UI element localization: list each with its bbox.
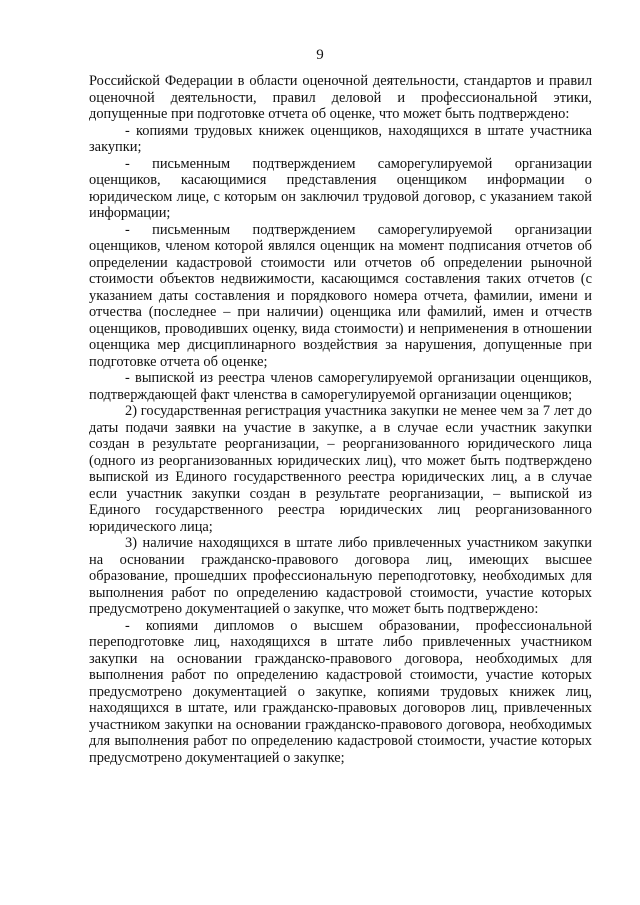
paragraph-item: - выпиской из реестра членов саморегулируемой организации оценщиков, подтверждающей факт членства в саморегулируемой организации оценщиков;: [89, 370, 592, 403]
paragraph-numbered: 2) государственная регистрация участника закупки не менее чем за 7 лет до даты подачи заявки на участие в закупке, а в случае если участник закупки создан в результате реорганизации, – реорганизованного юридического лица (одного из реорганизованных юридических лиц), что может быть подтверждено выпиской из Единого государственного реестра юридических лиц, а в случае если участник закупки создан в результате реорганизации, – выпиской из Единого государственного реестра юридических лиц реорганизованного юридического лица;: [89, 403, 592, 535]
paragraph-continuation: Российской Федерации в области оценочной деятельности, стандартов и правил оценочной деятельности, правил деловой и профессиональной этики, допущенные при подготовке отчета об оценке, что может быть подтверждено:: [89, 73, 592, 122]
page-number: 9: [316, 47, 324, 63]
paragraph-item: - копиями дипломов о высшем образовании, профессиональной переподготовке лиц, находящихся в штате либо привлеченных участником закупки на основании гражданско-правового договора, необходимых для выполнения работ по определению кадастровой стоимости, участие которых предусмотрено документацией о закупке, копиями трудовых книжек лиц, находящихся в штате, или гражданско-правовых договоров лиц, привлеченных участником закупки на основании гражданско-правового договора, необходимых для выполнения работ по определению кадастровой стоимости, участие которых предусмотрено документацией о закупке;: [89, 617, 592, 766]
document-body: [89, 73, 592, 766]
paragraph-numbered: 3) наличие находящихся в штате либо привлеченных участником закупки на основании гражданско-правового договора лиц, имеющих высшее образование, прошедших профессиональную переподготовку, необходимых для выполнения работ по определению кадастровой стоимости, участие которых предусмотрено документацией о закупке, что может быть подтверждено:: [89, 535, 592, 617]
paragraph-item: - письменным подтверждением саморегулируемой организации оценщиков, членом которой являлся оценщик на момент подписания отчетов об определении кадастровой стоимости или отчетов об определении рыночной стоимости объектов недвижимости, касающимся составления таких отчетов (с указанием даты составления и порядкового номера отчета, фамилии, имени и отчества (последнее – при наличии) оценщика или фамилий, имен и отчеств оценщиков, проводивших оценку, вида стоимости) и неприменения в отношении оценщика мер дисциплинарного воздействия за нарушения, допущенные при подготовке отчета об оценке;: [89, 221, 592, 370]
paragraph-item: - копиями трудовых книжек оценщиков, находящихся в штате участника закупки;: [89, 122, 592, 155]
paragraph-item: - письменным подтверждением саморегулируемой организации оценщиков, касающимися представления оценщиком информации о юридическом лице, с которым он заключил трудовой договор, с указанием такой информации;: [89, 155, 592, 221]
